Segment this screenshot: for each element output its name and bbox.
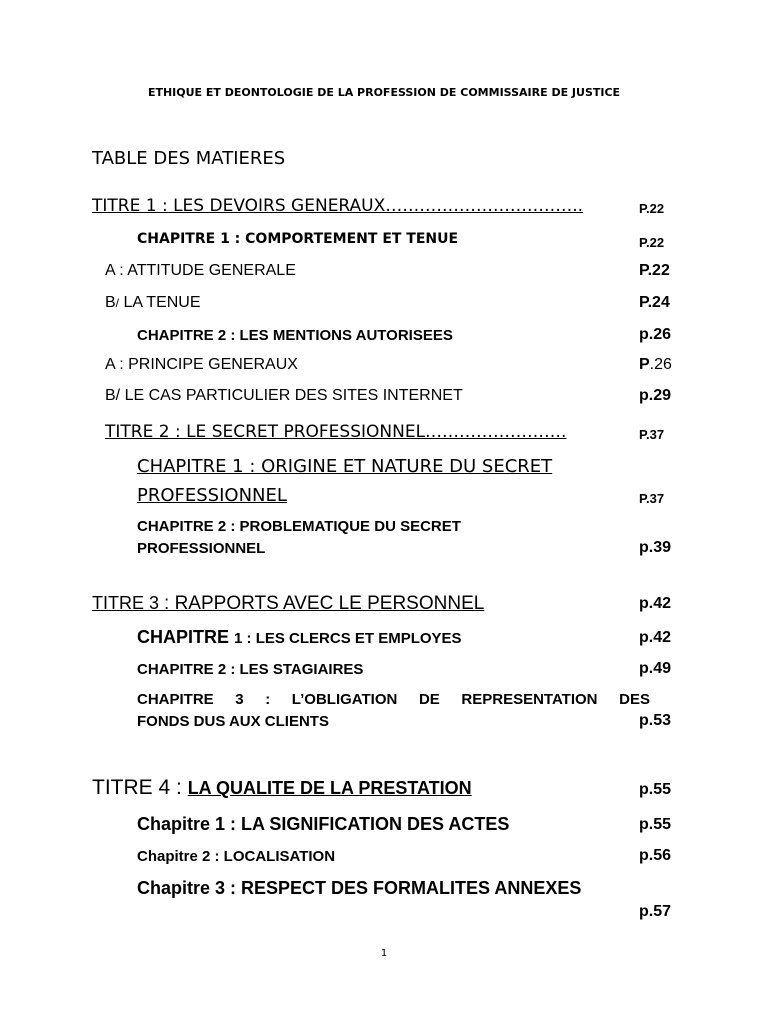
section-a-attitude: A : ATTITUDE GENERALE xyxy=(105,262,296,279)
chapter-3-3-page: p.53 xyxy=(639,712,672,729)
chapter-1-1: CHAPITRE 1 : COMPORTEMENT ET TENUE xyxy=(137,231,459,247)
chapter-1-2-page: p.26 xyxy=(639,326,672,343)
chapter-2-1-line1: CHAPITRE 1 : ORIGINE ET NATURE DU SECRET xyxy=(137,456,553,477)
section-b-label: LA TENUE xyxy=(119,294,201,311)
title-4-colon: : xyxy=(176,776,188,799)
title-3-subject: : RAPPORTS AVEC LE PERSONNEL xyxy=(164,593,485,614)
section-a-principe-page-number: .26 xyxy=(649,356,672,373)
chapter-1-2: CHAPITRE 2 : LES MENTIONS AUTORISEES xyxy=(137,327,453,344)
section-a-principe: A : PRINCIPE GENERAUX xyxy=(105,356,298,373)
title-3-page: p.42 xyxy=(639,595,672,612)
chapter-3-3-word: 3 xyxy=(235,691,244,708)
chapter-4-1: Chapitre 1 : LA SIGNIFICATION DES ACTES xyxy=(137,814,510,834)
title-4-subject: LA QUALITE DE LA PRESTATION xyxy=(187,778,472,798)
chapter-3-3-word: L’OBLIGATION xyxy=(291,691,398,708)
chapter-2-2-page: p.39 xyxy=(639,539,672,556)
section-a-principe-page-letter: P xyxy=(639,356,650,373)
chapter-3-3-word: DES xyxy=(619,691,650,708)
section-b-tenue-page: P.24 xyxy=(639,294,670,311)
chapter-2-2-line1: CHAPITRE 2 : PROBLEMATIQUE DU SECRET xyxy=(137,518,461,535)
title-1-heading: TITRE 1 : LES DEVOIRS GENERAUX…………………………….. xyxy=(92,196,584,216)
chapter-3-2: CHAPITRE 2 : LES STAGIAIRES xyxy=(137,661,364,678)
chapter-3-1-page: p.42 xyxy=(639,629,672,646)
chapter-4-2: Chapitre 2 : LOCALISATION xyxy=(137,848,336,865)
title-4-label: TITRE 4 xyxy=(92,776,177,799)
title-4-heading xyxy=(92,776,472,800)
title-3-label: TITRE 3 xyxy=(92,593,165,613)
document-header: ETHIQUE ET DEONTOLOGIE DE LA PROFESSION DE COMMISSAIRE DE JUSTICE xyxy=(147,86,621,99)
chapter-4-2-page: p.56 xyxy=(639,847,672,864)
chapter-3-3-line1 xyxy=(137,691,650,708)
chapter-4-1-page: p.55 xyxy=(639,816,672,833)
section-b-sites: B/ LE CAS PARTICULIER DES SITES INTERNET xyxy=(105,387,463,404)
chapter-3-3-word: REPRESENTATION xyxy=(461,691,598,708)
chapter-4-3: Chapitre 3 : RESPECT DES FORMALITES ANNEXES xyxy=(137,878,582,898)
chapter-2-1-page: P.37 xyxy=(639,491,665,506)
chapter-3-3-word: : xyxy=(265,691,271,708)
section-a-attitude-page: P.22 xyxy=(639,262,670,279)
section-b-sites-page: p.29 xyxy=(639,387,672,404)
chapter-3-3-word: DE xyxy=(418,691,440,708)
title-3-heading xyxy=(92,593,484,615)
chapter-3-3-word: CHAPITRE xyxy=(137,691,214,708)
page-number: 1 xyxy=(380,948,388,959)
chapter-4-3-page: p.57 xyxy=(639,903,672,920)
chapter-3-3-line2: FONDS DUS AUX CLIENTS xyxy=(137,713,329,730)
toc-title: TABLE DES MATIERES xyxy=(92,148,286,169)
section-b-slash: / xyxy=(115,296,120,310)
section-b-tenue xyxy=(105,294,201,312)
section-a-principe-page xyxy=(639,356,672,374)
chapter-3-2-page: p.49 xyxy=(639,660,672,677)
chapter-3-1-label: CHAPITRE xyxy=(137,627,235,647)
chapter-2-2-line2: PROFESSIONNEL xyxy=(137,540,266,557)
chapter-2-1-line2: PROFESSIONNEL xyxy=(137,485,287,506)
title-2-heading: TITRE 2 : LE SECRET PROFESSIONNEL……………………. xyxy=(105,422,567,442)
title-2-page: P.37 xyxy=(639,427,665,442)
title-1-page: P.22 xyxy=(639,201,665,216)
title-4-page: p.55 xyxy=(639,781,672,798)
chapter-1-1-page: P.22 xyxy=(639,235,665,250)
chapter-3-1-subject: 1 : LES CLERCS ET EMPLOYES xyxy=(234,630,462,647)
section-b-letter: B xyxy=(105,294,116,311)
chapter-3-1 xyxy=(137,627,462,648)
